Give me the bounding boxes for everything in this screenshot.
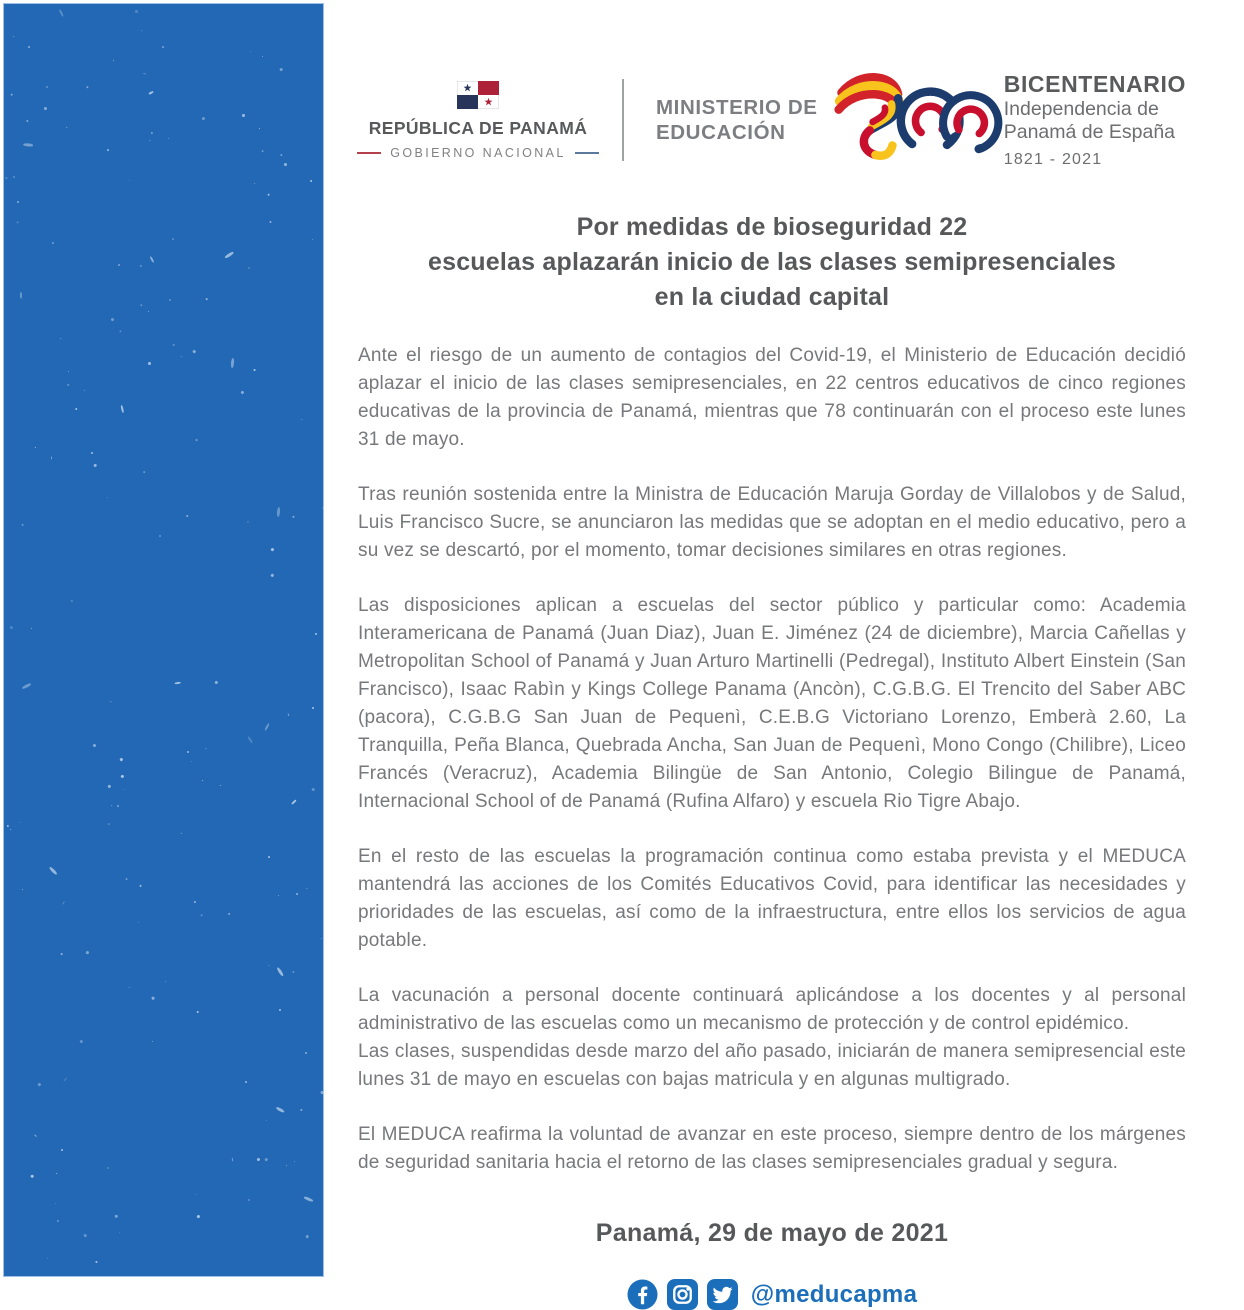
ministry-title-line2: EDUCACIÓN: [656, 121, 786, 144]
paragraph-6: Las clases, suspendidas desde marzo del año pasado, iniciarán de manera semipresencial este lunes 31 de mayo en escuelas con bajas matricula y en algunas multigrado.: [358, 1041, 1186, 1090]
bicentenario-text: [1004, 71, 1186, 169]
gobierno-logo: [358, 81, 598, 160]
article-title-line1: Por medidas de bioseguridad 22: [576, 213, 968, 241]
bicentenario-line2: Panamá de España: [1003, 121, 1176, 143]
gobierno-subtitle: [357, 146, 599, 160]
paragraph-5: La vacunación a personal docente continuará aplicándose a los docentes y al personal administrativo de las escuelas como un mecanismo de protección y de control epidémico.: [358, 985, 1186, 1034]
press-release: [358, 0, 1186, 1310]
bicentenario-line1: Independencia de: [1003, 98, 1159, 120]
instagram-icon[interactable]: [667, 1279, 698, 1310]
blue-texture-panel: [3, 3, 324, 1277]
article-title: [358, 210, 1186, 315]
paragraph-1: Ante el riesgo de un aumento de contagios del Covid-19, el Ministerio de Educación decidió aplazar el inicio de las clases semipresenciales, en 22 centros educativos de cinco regiones educativas de la provincia de Panamá, mientras que 78 continuarán con el proceso este lunes 31 de mayo.: [358, 345, 1186, 450]
facebook-icon[interactable]: [627, 1279, 658, 1310]
ministry-title-line1: MINISTERIO DE: [656, 96, 818, 119]
article-title-line2: escuelas aplazarán inicio de las clases semipresenciales: [428, 248, 1116, 276]
paragraph-3: Las disposiciones aplican a escuelas del sector público y particular como: Academia Interamericana de Panamá (Juan Diaz), Juan E. Jiménez (24 de diciembre), Marcia Cañellas y Metropolitan School of Panamá y Juan Arturo Martinelli (Pedregal), Instituto Albert Einstein (San Francisco), Isaac Rabìn y Kings College Panama (Ancòn), C.G.B.G. El Trencito del Saber ABC (pacora), C.G.B.G San Juan de Pequenì, C.E.B.G Victoriano Lorenzo, Emberà 2.60, La Tranquilla, Peña Blanca, Quebrada Ancha, San Juan de Pequenì, Mono Congo (Chilibre), Liceo Francés (Veracruz), Academia Bilingüe de San Antonio, Colegio Bilingue de Panamá, Internacional School of de Panamá (Rufina Alfaro) y escuela Rio Tigre Abajo.: [358, 595, 1186, 812]
bicentenario-years: 1821 - 2021: [1003, 151, 1103, 168]
twitter-icon[interactable]: [707, 1279, 738, 1310]
blue-dash-icon: [575, 152, 599, 154]
paragraph-4: En el resto de las escuelas la programación continua como estaba prevista y el MEDUCA mantendrá las acciones de los Comités Educativos Covid, para identificar las necesidades y prioridades de las escuelas, así como de la infraestructura, entre ellos los servicios de agua potable.: [358, 846, 1186, 951]
social-handle[interactable]: @meducapma: [750, 1280, 918, 1308]
paragraph-7: El MEDUCA reafirma la voluntad de avanzar en este proceso, siempre dentro de los márgenes de seguridad sanitaria hacia el retorno de las clases semipresenciales gradual y segura.: [358, 1124, 1186, 1173]
social-row: [358, 1279, 1186, 1310]
panama-flag-icon: [457, 81, 499, 109]
bicentenario-logo: [832, 70, 1186, 170]
logo-divider: [622, 79, 624, 161]
dateline: Panamá, 29 de mayo de 2021: [595, 1219, 949, 1247]
bicentenario-title: BICENTENARIO: [1003, 71, 1186, 97]
paragraph-2: Tras reunión sostenida entre la Ministra de Educación Maruja Gorday de Villalobos y de Salud, Luis Francisco Sucre, se anunciaron las medidas que se adoptan en el medio educativo, pero a su vez se descartó, por el momento, tomar decisiones similares en otras regiones.: [358, 484, 1186, 561]
article-body: [358, 342, 1186, 1177]
article-title-line3: en la ciudad capital: [654, 283, 890, 311]
gobierno-subtitle-label: GOBIERNO NACIONAL: [390, 145, 566, 160]
red-dash-icon: [357, 152, 381, 154]
republica-title: REPÚBLICA DE PANAMÁ: [368, 117, 588, 138]
bicentenario-ribbon-icon: [832, 70, 1000, 170]
ministry-title: [656, 95, 818, 145]
header-logos: [358, 0, 1186, 170]
